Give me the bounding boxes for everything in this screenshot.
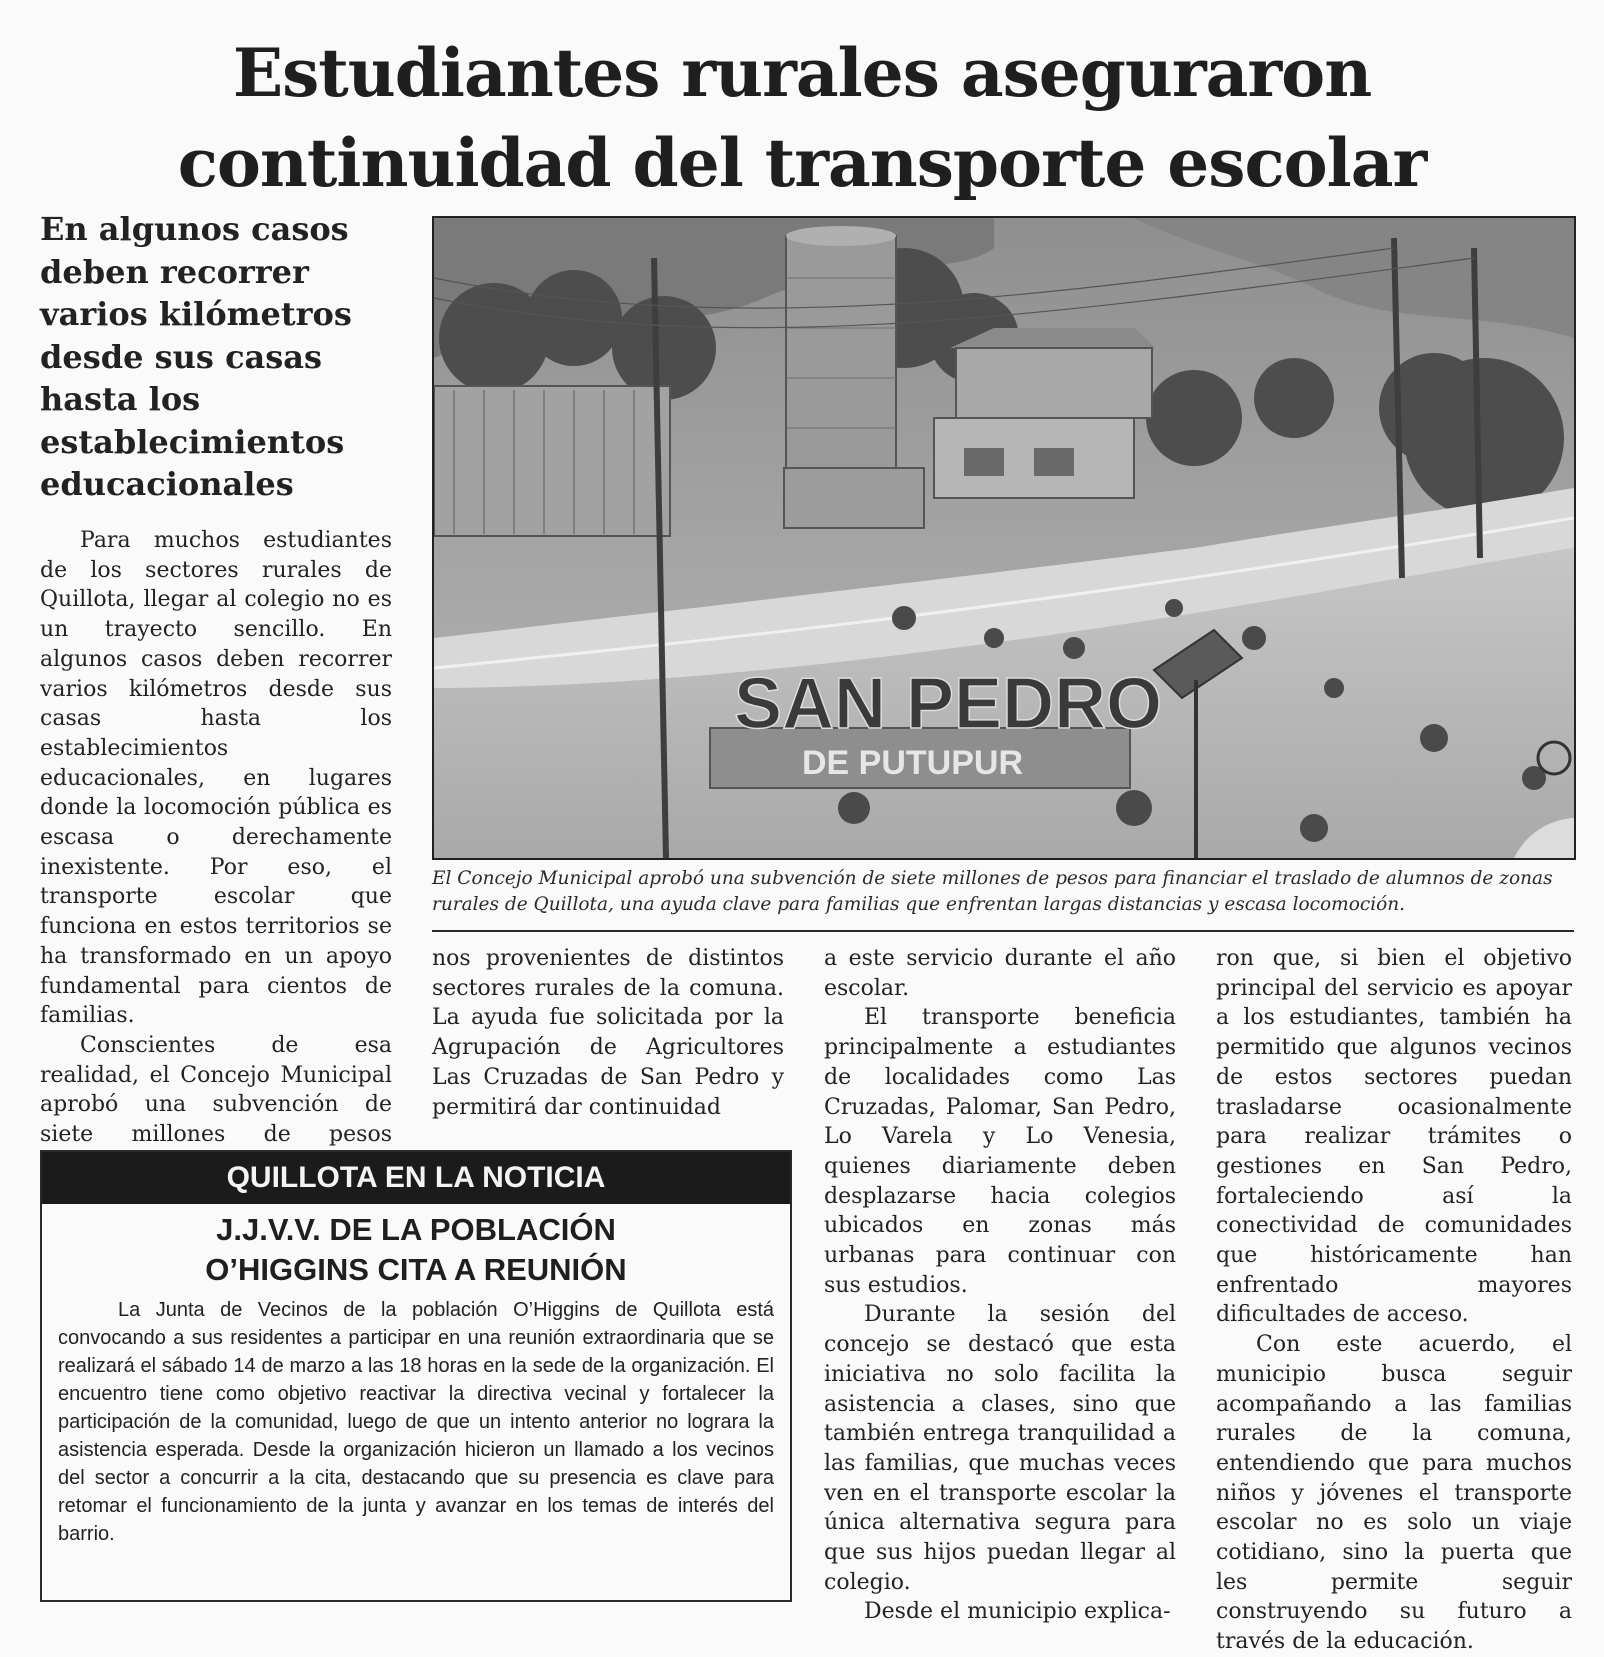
article-column-4 xyxy=(1216,944,1572,1657)
window xyxy=(1034,448,1074,476)
box-title-line-2: O’HIGGINS CITA A REUNIÓN xyxy=(205,1252,627,1287)
warehouse xyxy=(956,348,1152,418)
deck-subheadline: En algunos casos deben recorrer varios kilómetros desde sus casas hasta los establecimientos educacionales xyxy=(40,210,352,503)
news-brief-box xyxy=(40,1150,792,1602)
box-title xyxy=(42,1210,790,1290)
article-column-2 xyxy=(432,944,784,1122)
news-photo xyxy=(432,216,1576,860)
box-paragraph: La Junta de Vecinos de la población O’Higgins de Quillota está convocando a sus residentes a participar en una reunión extraordinaria que se realizará el sábado 14 de marzo a las 18 horas en la sede de la organización. El encuentro tiene como objetivo reactivar la directiva vecinal y fortalecer la participación de la comunidad, luego de que un intento anterior no lograra la asistencia esperada. Desde la organización hicieron un llamado a los vecinos del sector a concurrir a la cita, destacando que su presencia es clave para retomar el funcionamiento de la junta y avanzar en los temas de interés del barrio. xyxy=(58,1299,774,1545)
sign-sub-text: DE PUTUPUR xyxy=(802,744,1024,782)
window xyxy=(964,448,1004,476)
article-paragraph: Para muchos estudiantes de los sectores rurales de Quillota, llegar al colegio no es un trayecto sencillo. En algunos casos deben recorrer varios kilómetros desde sus casas hasta los establecimientos educacionales, en lugares donde la locomoción pública es escasa o derechamente inexistente. Por eso, el transporte escolar que funciona en estos territorios se ha transformado en un apoyo fundamental para cientos de familias. xyxy=(40,528,392,1029)
headline-line-1: Estudiantes rurales aseguraron xyxy=(232,34,1372,112)
headline-line-2: continuidad del transporte escolar xyxy=(177,124,1427,202)
box-title-line-1: J.J.V.V. DE LA POBLACIÓN xyxy=(216,1212,616,1247)
silo xyxy=(786,236,896,476)
article-paragraph: ron que, si bien el objetivo principal del servicio es apoyar a los estudiantes, también ha permitido que algunos vecinos de estos sectores puedan trasladarse ocasionalmente para realizar trámites o gestiones en San Pedro, fortaleciendo así la conectividad de comunidades que históricamente han enfrentado mayores dificultades de acceso. xyxy=(1216,946,1572,1328)
silo-top xyxy=(786,226,896,246)
article-paragraph: El transporte beneficia principalmente a estudiantes de localidades como Las Cruzadas, Palomar, San Pedro, Lo Varela y Lo Venesia, quienes diariamente deben desplazarse hacia colegios ubicados en zonas más urbanas para continuar con sus estudios. xyxy=(824,1005,1176,1298)
article-column-3 xyxy=(824,944,1176,1627)
caption-rule xyxy=(432,930,1574,932)
low-building xyxy=(784,468,924,528)
article-paragraph: Desde el municipio explica- xyxy=(864,1599,1171,1625)
article-column-1 xyxy=(40,526,392,1209)
article-paragraph: a este servicio durante el año escolar. xyxy=(824,946,1176,1001)
article-paragraph: Con este acuerdo, el municipio busca seguir acompañando a las familias rurales de la comuna, entendiendo que para muchos niños y jóvenes el transporte escolar no es solo un viaje cotidiano, sino la puerta que les permite seguir construyendo su futuro a través de la educación. xyxy=(1216,1332,1572,1655)
article-paragraph: Durante la sesión del concejo se destacó que esta iniciativa no solo facilita la asistencia a clases, sino que también entrega tranquilidad a las familias, que muchas veces ven en el transporte escolar la única alternativa segura para que sus hijos puedan llegar al colegio. xyxy=(824,1302,1176,1595)
article-paragraph: Conscientes de esa realidad, el Concejo Municipal aprobó una subvención de siete millones de pesos xyxy=(40,1032,392,1148)
photo-scene xyxy=(434,218,1574,858)
article-paragraph: nos provenientes de distintos sectores rurales de la comuna. La ayuda fue solicitada por la Agrupación de Agricultores Las Cruzadas de San Pedro y permitirá dar continuidad xyxy=(432,946,784,1120)
box-body xyxy=(58,1296,774,1548)
photo-caption: El Concejo Municipal aprobó una subvención de siete millones de pesos para financiar el traslado de alumnos de zonas rurales de Quillota, una ayuda clave para familias que enfrentan largas distancias y escasa locomoción. xyxy=(432,868,1553,915)
box-banner: QUILLOTA EN LA NOTICIA xyxy=(42,1152,790,1204)
headline xyxy=(0,28,1604,208)
sign-main-text: SAN PEDRO xyxy=(734,664,1163,744)
